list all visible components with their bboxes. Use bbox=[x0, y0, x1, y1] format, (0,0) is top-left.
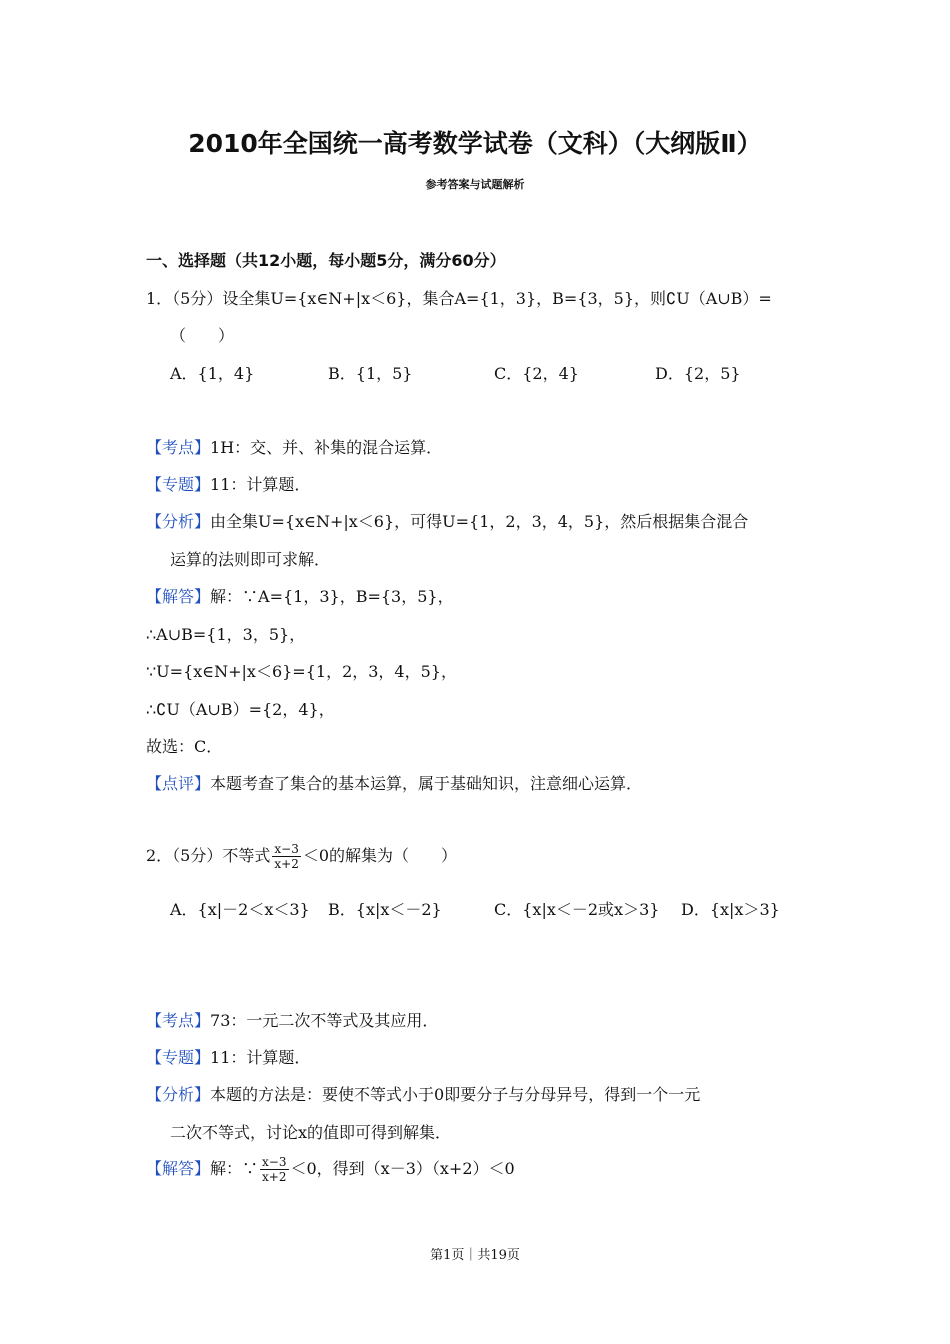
q2-jieda-prefix: 解：∵ bbox=[210, 1159, 259, 1178]
q1-fenxi bbox=[146, 509, 748, 532]
q1-dianping-text: 本题考查了集合的基本运算，属于基础知识，注意细心运算． bbox=[210, 774, 643, 793]
q2-jieda-fraction-denominator: x+2 bbox=[262, 1170, 287, 1184]
q1-fenxi-line1: 由全集U={x∈N+|x＜6}，可得U={1，2，3，4，5}，然后根据集合混合 bbox=[210, 512, 749, 531]
q2-jieda-fraction bbox=[260, 1155, 288, 1184]
q2-stem-suffix: ＜0的解集为（ ） bbox=[302, 846, 458, 865]
q1-fenxi-line2: 运算的法则即可求解． bbox=[170, 550, 331, 569]
q1-option-b: B．{1，5} bbox=[328, 364, 413, 383]
q1-option-d: D．{2，5} bbox=[655, 364, 741, 383]
q2-jieda bbox=[146, 1155, 515, 1184]
q2-kaodian bbox=[146, 1008, 438, 1031]
q2-fraction bbox=[272, 842, 300, 871]
q2-option-c: C．{x|x＜－2或x＞3} bbox=[494, 900, 660, 919]
q2-stem bbox=[146, 842, 457, 871]
page-footer: 第1页｜共19页 bbox=[430, 1248, 520, 1263]
q2-fenxi-tag: 【分析】 bbox=[146, 1085, 211, 1104]
q2-jieda-fraction-numerator: x−3 bbox=[262, 1155, 287, 1169]
q1-jieda-line3: ∵U={x∈N+|x＜6}={1，2，3，4，5}， bbox=[146, 662, 457, 681]
q1-kaodian bbox=[146, 435, 442, 458]
q2-zhuanti-tag: 【专题】 bbox=[146, 1048, 211, 1067]
q1-jieda-line1: 解：∵A={1，3}，B={3，5}， bbox=[210, 587, 454, 606]
q1-stem-line2: （ ） bbox=[170, 326, 235, 345]
q1-option-c: C．{2，4} bbox=[494, 364, 579, 383]
q2-option-b: B．{x|x＜－2} bbox=[328, 900, 442, 919]
document-subtitle: 参考答案与试题解析 bbox=[425, 178, 525, 191]
q2-fenxi-line1: 本题的方法是：要使不等式小于0即要分子与分母异号，得到一个一元 bbox=[210, 1085, 701, 1104]
q2-stem-prefix: 2．（5分）不等式 bbox=[146, 846, 271, 865]
q2-zhuanti bbox=[146, 1045, 310, 1068]
q2-kaodian-text: 73：一元二次不等式及其应用． bbox=[210, 1011, 439, 1030]
q2-fraction-denominator: x+2 bbox=[274, 857, 299, 871]
q1-dianping-tag: 【点评】 bbox=[146, 774, 211, 793]
q1-stem-line1: 1．（5分）设全集U={x∈N+|x＜6}，集合A={1，3}，B={3，5}，则∁U（A∪B）= bbox=[146, 289, 772, 308]
q2-zhuanti-text: 11：计算题． bbox=[210, 1048, 311, 1067]
q1-zhuanti-text: 11：计算题． bbox=[210, 475, 311, 494]
section-heading: 一、选择题（共12小题，每小题5分，满分60分） bbox=[146, 251, 506, 270]
q1-kaodian-tag: 【考点】 bbox=[146, 438, 211, 457]
q2-fenxi-line2: 二次不等式，讨论x的值即可得到解集． bbox=[170, 1123, 452, 1142]
q1-kaodian-text: 1H：交、并、补集的混合运算． bbox=[210, 438, 443, 457]
q1-fenxi-tag: 【分析】 bbox=[146, 512, 211, 531]
q2-kaodian-tag: 【考点】 bbox=[146, 1011, 211, 1030]
q2-option-d: D．{x|x＞3} bbox=[681, 900, 780, 919]
q1-jieda-tag: 【解答】 bbox=[146, 587, 211, 606]
q2-jieda-tag: 【解答】 bbox=[146, 1159, 211, 1178]
q1-zhuanti bbox=[146, 472, 310, 495]
q1-jieda-line4: ∴∁U（A∪B）={2，4}， bbox=[146, 700, 335, 719]
document-title: 2010年全国统一高考数学试卷（文科）（大纲版Ⅱ） bbox=[188, 129, 762, 158]
q2-fraction-numerator: x−3 bbox=[274, 842, 299, 856]
q2-jieda-suffix: ＜0，得到（x－3）（x+2）＜0 bbox=[290, 1159, 515, 1178]
q1-jieda-line5: 故选：C． bbox=[146, 737, 223, 756]
q2-option-a: A．{x|－2＜x＜3} bbox=[170, 900, 310, 919]
q2-fenxi bbox=[146, 1082, 700, 1105]
q1-zhuanti-tag: 【专题】 bbox=[146, 475, 211, 494]
q1-jieda bbox=[146, 584, 454, 607]
q1-jieda-line2: ∴A∪B={1，3，5}， bbox=[146, 625, 306, 644]
q1-dianping bbox=[146, 771, 642, 794]
q1-option-a: A．{1，4} bbox=[170, 364, 255, 383]
